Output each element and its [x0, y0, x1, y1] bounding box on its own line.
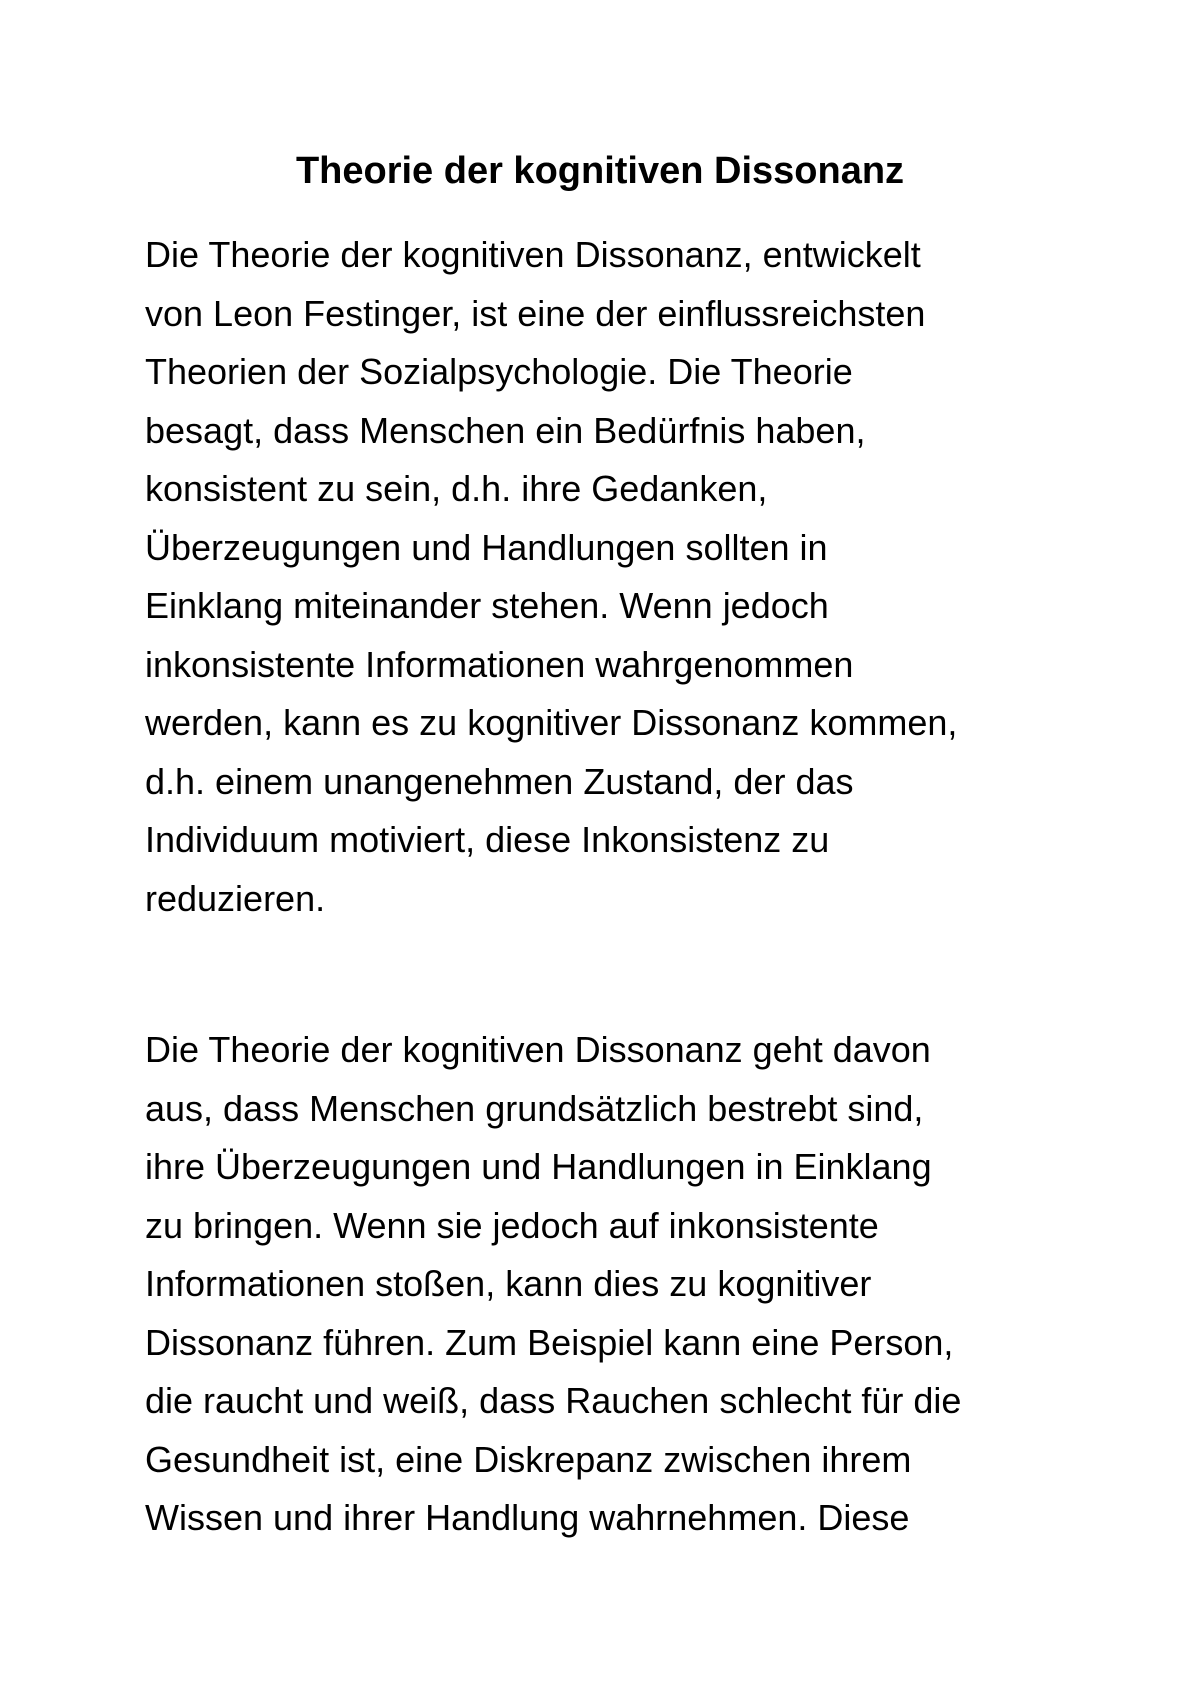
text-line: besagt, dass Menschen ein Bedürfnis haben, [145, 409, 866, 451]
text-line: inkonsistente Informationen wahrgenommen [145, 643, 854, 685]
text-line: d.h. einem unangenehmen Zustand, der das [145, 760, 854, 802]
text-line: Gesundheit ist, eine Diskrepanz zwischen ihrem [145, 1438, 912, 1480]
text-line: Einklang miteinander stehen. Wenn jedoch [145, 585, 829, 626]
text-line: Informationen stoßen, kann dies zu kognitiver [145, 1263, 872, 1304]
text-line: aus, dass Menschen grundsätzlich bestrebt sind, [145, 1087, 924, 1129]
text-line: konsistent zu sein, d.h. ihre Gedanken, [145, 468, 768, 509]
text-line: Dissonanz führen. Zum Beispiel kann eine Person, [145, 1321, 954, 1363]
text-line: die raucht und weiß, dass Rauchen schlecht für die [145, 1380, 962, 1421]
text-line: von Leon Festinger, ist eine der einflussreichsten [145, 292, 926, 334]
text-line: reduzieren. [145, 877, 326, 919]
text-line: Theorien der Sozialpsychologie. Die Theorie [145, 351, 853, 392]
text-line: Überzeugungen und Handlungen sollten in [145, 526, 828, 568]
text-line: Die Theorie der kognitiven Dissonanz geht davon [145, 1029, 931, 1070]
paragraph-2 [145, 1021, 1075, 1548]
text-line: Individuum motiviert, diese Inkonsistenz zu [145, 819, 830, 860]
text-line: zu bringen. Wenn sie jedoch auf inkonsistente [145, 1204, 879, 1246]
text-line: Die Theorie der kognitiven Dissonanz, entwickelt [145, 234, 921, 275]
paragraph-1 [145, 226, 1075, 928]
text-line: Wissen und ihrer Handlung wahrnehmen. Diese [145, 1497, 910, 1538]
text-line: werden, kann es zu kognitiver Dissonanz kommen, [145, 702, 958, 743]
page-title: Theorie der kognitiven Dissonanz [295, 150, 905, 192]
text-line: ihre Überzeugungen und Handlungen in Einklang [145, 1146, 932, 1187]
